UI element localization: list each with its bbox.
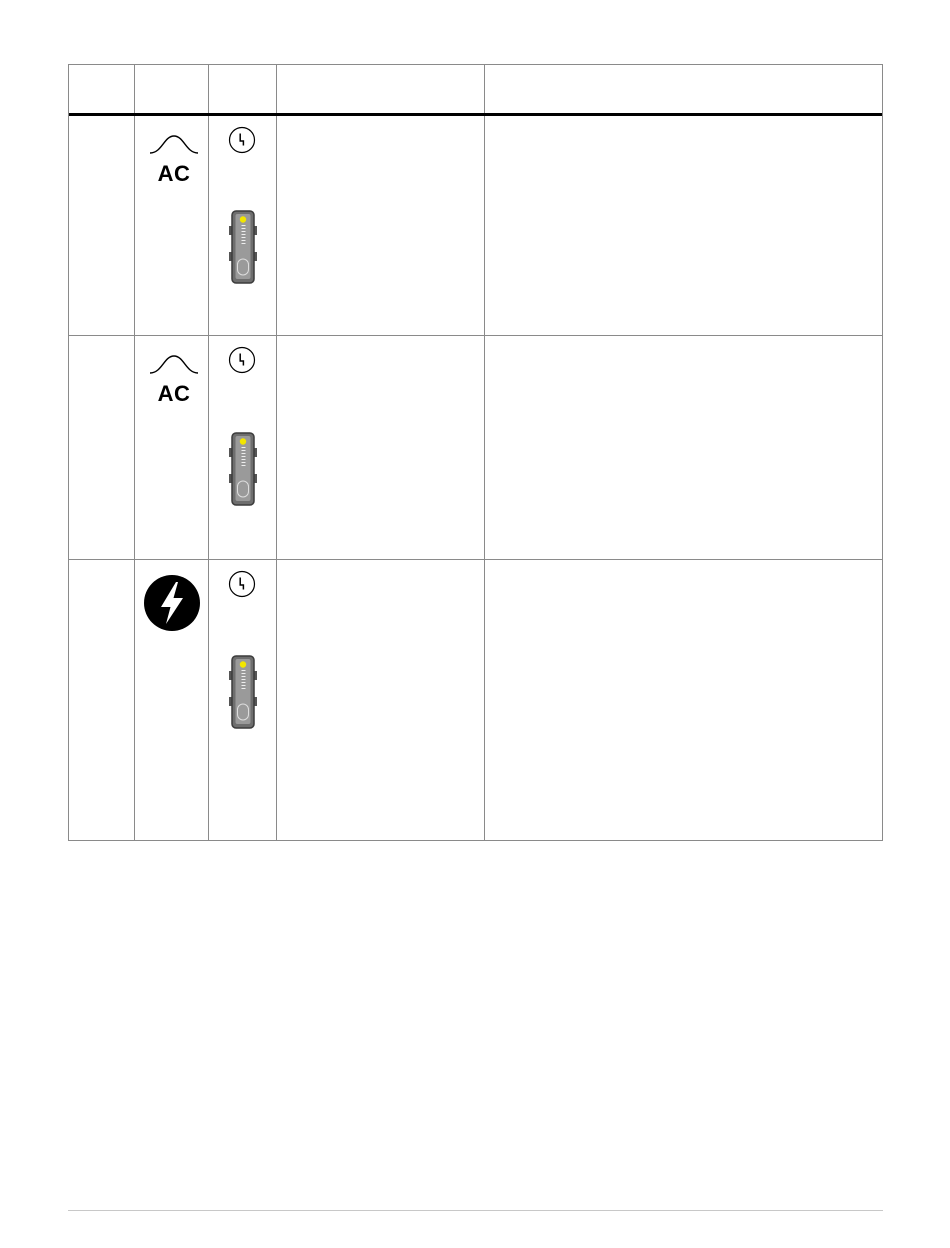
table-row bbox=[69, 560, 882, 840]
header-cell bbox=[135, 65, 208, 113]
ac-sine-wave-icon bbox=[148, 353, 200, 377]
charging-symbol-icon bbox=[228, 346, 256, 379]
lightning-bolt-circle-icon bbox=[143, 574, 201, 632]
table-row bbox=[69, 116, 882, 335]
ac-sine-wave-icon bbox=[148, 133, 200, 157]
table-row bbox=[69, 336, 882, 559]
footer-rule bbox=[68, 1210, 883, 1211]
header-cell bbox=[209, 65, 276, 113]
device-led-yellow-icon bbox=[228, 655, 258, 734]
source-label: AC bbox=[157, 381, 191, 406]
device-led-yellow-icon bbox=[228, 432, 258, 511]
header-cell bbox=[69, 65, 134, 113]
header-cell bbox=[277, 65, 484, 113]
charging-symbol-icon bbox=[228, 570, 256, 603]
charging-symbol-icon bbox=[228, 126, 256, 159]
source-label: AC bbox=[157, 161, 191, 186]
status-table bbox=[68, 64, 883, 841]
device-led-yellow-icon bbox=[228, 210, 258, 289]
header-cell bbox=[485, 65, 883, 113]
